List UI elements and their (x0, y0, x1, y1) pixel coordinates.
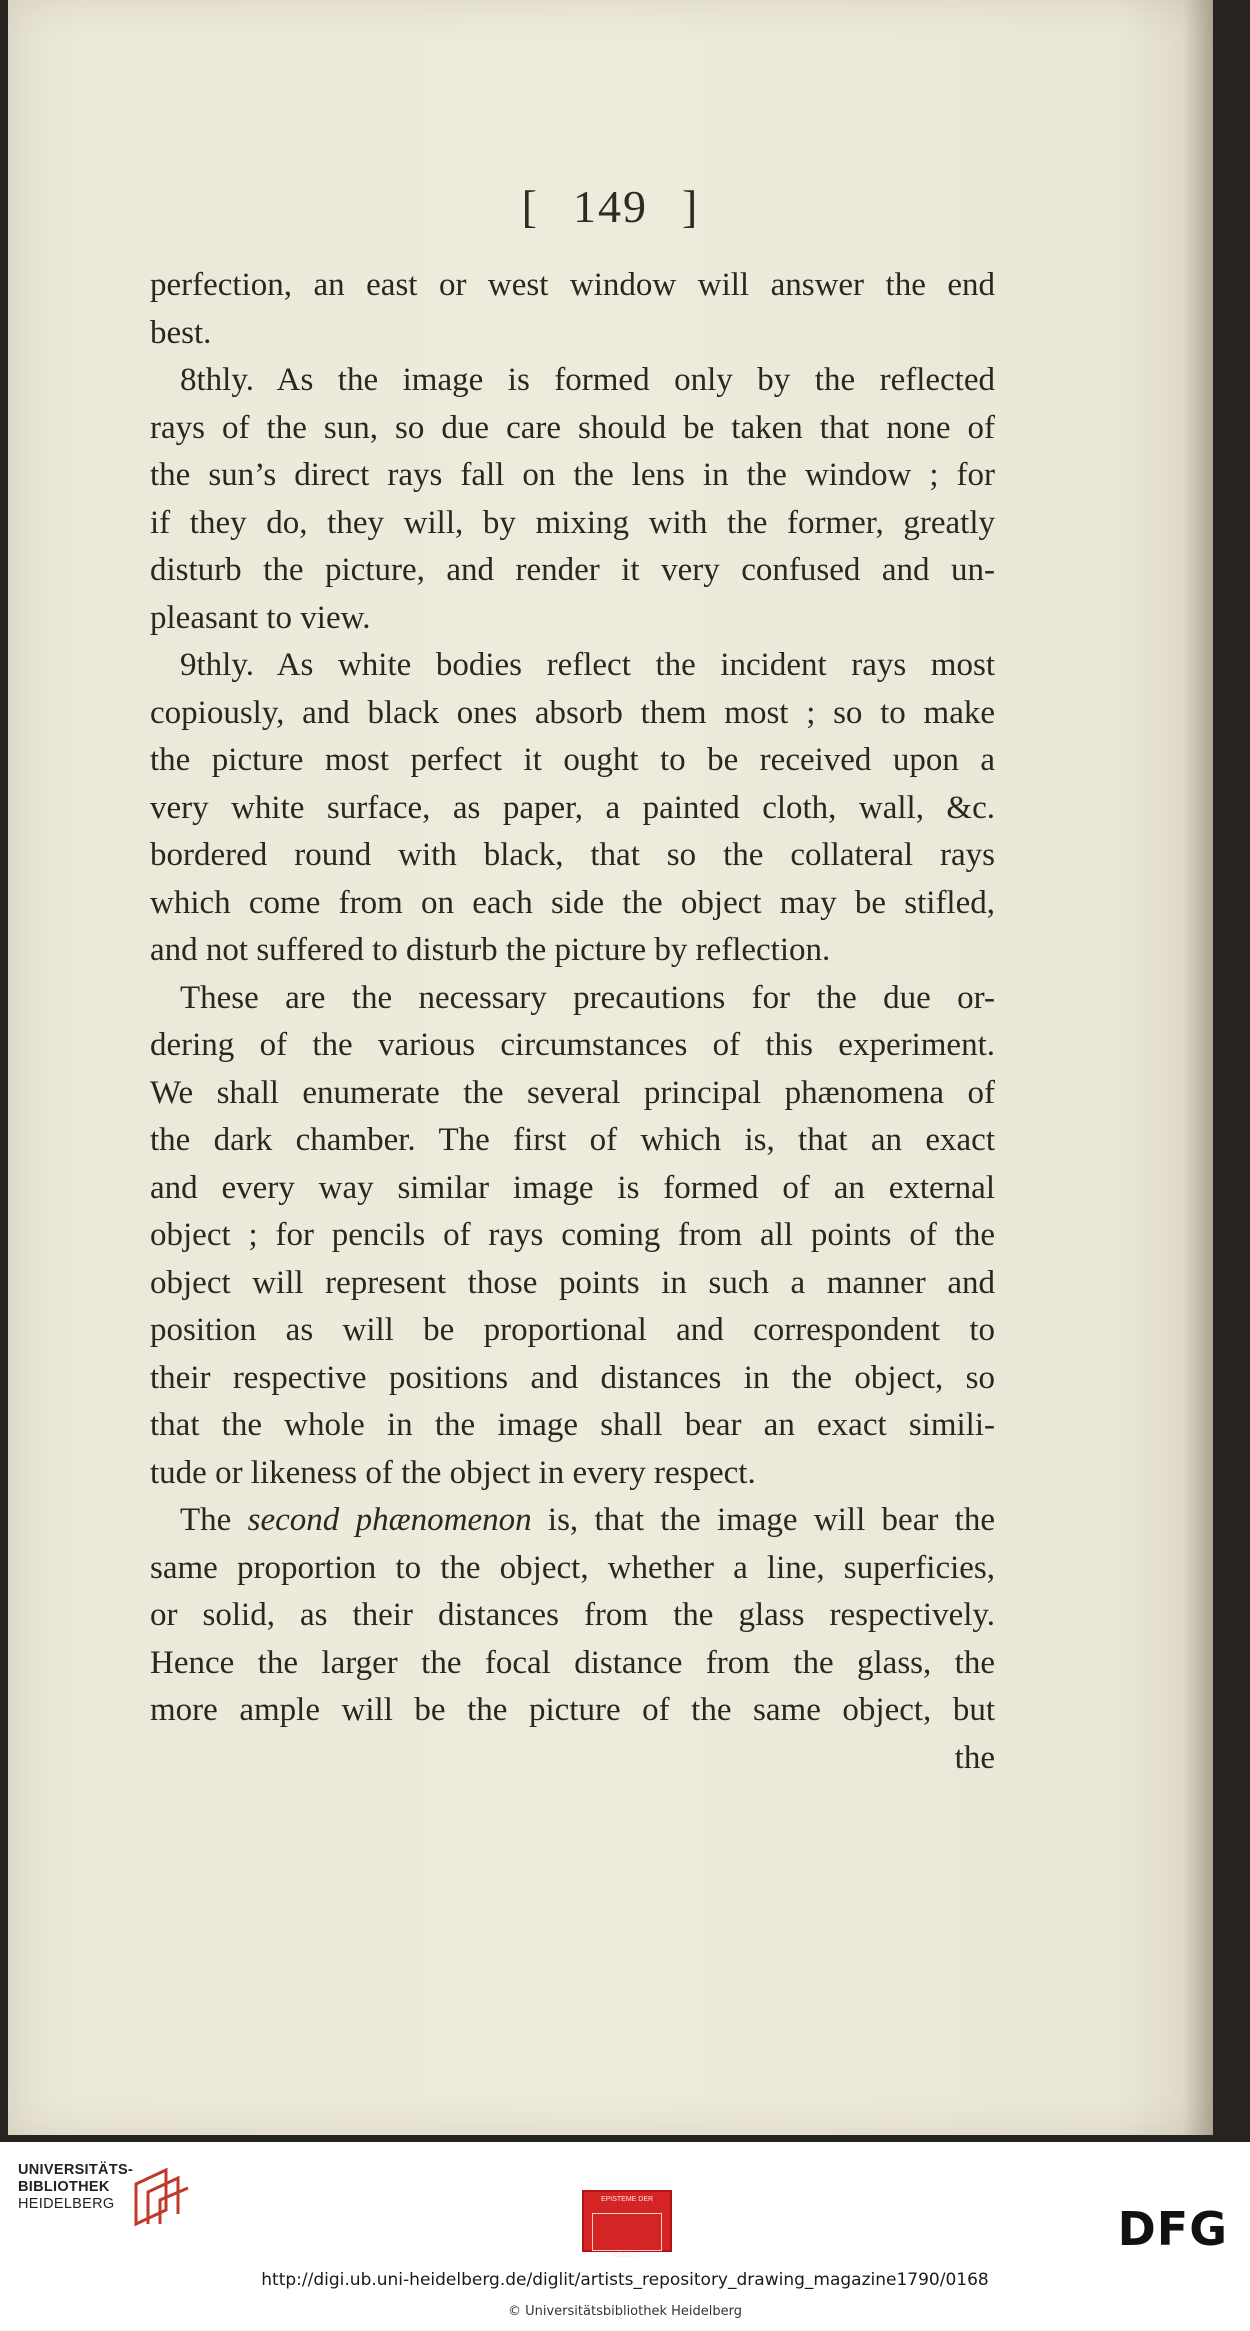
text-line: or solid, as their distances from the glass respectively. (150, 1597, 995, 1633)
text-line (150, 1497, 995, 1545)
text-line: and not suffered to disturb the picture by reflection. (150, 932, 831, 968)
permalink-url[interactable]: http://digi.ub.uni-heidelberg.de/diglit/artists_repository_drawing_magazine1790/0168 (261, 2270, 989, 2290)
text-line: disturb the picture, and render it very confused and un- (150, 552, 995, 588)
page-body-text (150, 262, 995, 1782)
text-line: Hence the larger the focal distance from the glass, the (150, 1644, 995, 1681)
book-page (8, 0, 1213, 2135)
text-line: position as will be proportional and correspondent to (150, 1312, 995, 1348)
text-line: the dark chamber. The first of which is, that an exact (150, 1122, 995, 1158)
text-line: the picture most perfect it ought to be received upon a (150, 742, 995, 778)
text-line: the sun’s direct rays fall on the lens in the window ; for (150, 457, 995, 493)
text-line: These are the necessary precautions for the due or- (180, 979, 995, 1016)
italic-phrase: second phænomenon (247, 1502, 532, 1538)
catchword: the (954, 1739, 995, 1776)
viewer-footer (0, 2142, 1250, 2331)
text-line: which come from on each side the object may be stifled, (150, 884, 995, 921)
library-emblem-icon (126, 2162, 196, 2232)
text-line: same proportion to the object, whether a line, superficies, (150, 1549, 995, 1586)
text-line: We shall enumerate the several principal phænomena of (150, 1074, 995, 1111)
text-line: copiously, and black ones absorb them most ; so to make (150, 694, 995, 731)
library-name-line: UNIVERSITÄTS- (18, 2162, 134, 2178)
left-bracket: [ (521, 181, 539, 232)
page-number: 149 (573, 181, 648, 232)
university-library-logo[interactable] (18, 2162, 188, 2242)
text-line: that the whole in the image shall bear an exact simili- (150, 1407, 995, 1443)
badge-emblem (592, 2213, 662, 2251)
text-line: 9thly. As white bodies reflect the incident rays most (180, 647, 995, 683)
text-line: tude or likeness of the object in every respect. (150, 1454, 756, 1491)
text-line: object ; for pencils of rays coming from all points of the (150, 1217, 995, 1253)
text-fragment: The (180, 1502, 232, 1538)
text-line: their respective positions and distances in the object, so (150, 1359, 995, 1396)
badge-line: KÜNSTE (612, 2252, 642, 2259)
badge-line: EPISTEME DER (600, 2196, 654, 2203)
text-line: pleasant to view. (150, 599, 371, 636)
page-edge-shadow (1183, 0, 1213, 2135)
text-line: more ample will be the picture of the same object, but (150, 1692, 995, 1728)
text-line: perfection, an east or west window will answer the end (150, 267, 995, 303)
copyright-notice: © Universitätsbibliothek Heidelberg (507, 2304, 742, 2319)
page-header (8, 180, 1213, 233)
text-line: best. (150, 314, 212, 351)
project-badge[interactable] (582, 2190, 672, 2259)
dfg-logo[interactable]: DFG (1117, 2202, 1228, 2256)
text-line: object will represent those points in such a manner and (150, 1264, 995, 1301)
text-line: rays of the sun, so due care should be taken that none of (150, 409, 995, 446)
text-fragment: is, that the image will bear the (531, 1502, 995, 1538)
library-name-line: BIBLIOTHEK (18, 2179, 110, 2195)
text-line: 8thly. As the image is formed only by the reflected (180, 362, 995, 398)
text-line: dering of the various circumstances of this experiment. (150, 1027, 995, 1063)
text-line: if they do, they will, by mixing with the former, greatly (150, 504, 995, 541)
text-line: and every way similar image is formed of an external (150, 1169, 995, 1206)
right-bracket: ] (682, 181, 700, 232)
library-name-line: HEIDELBERG (18, 2196, 115, 2212)
text-line: very white surface, as paper, a painted cloth, wall, &c. (150, 789, 995, 826)
text-line: bordered round with black, that so the collateral rays (150, 837, 995, 873)
